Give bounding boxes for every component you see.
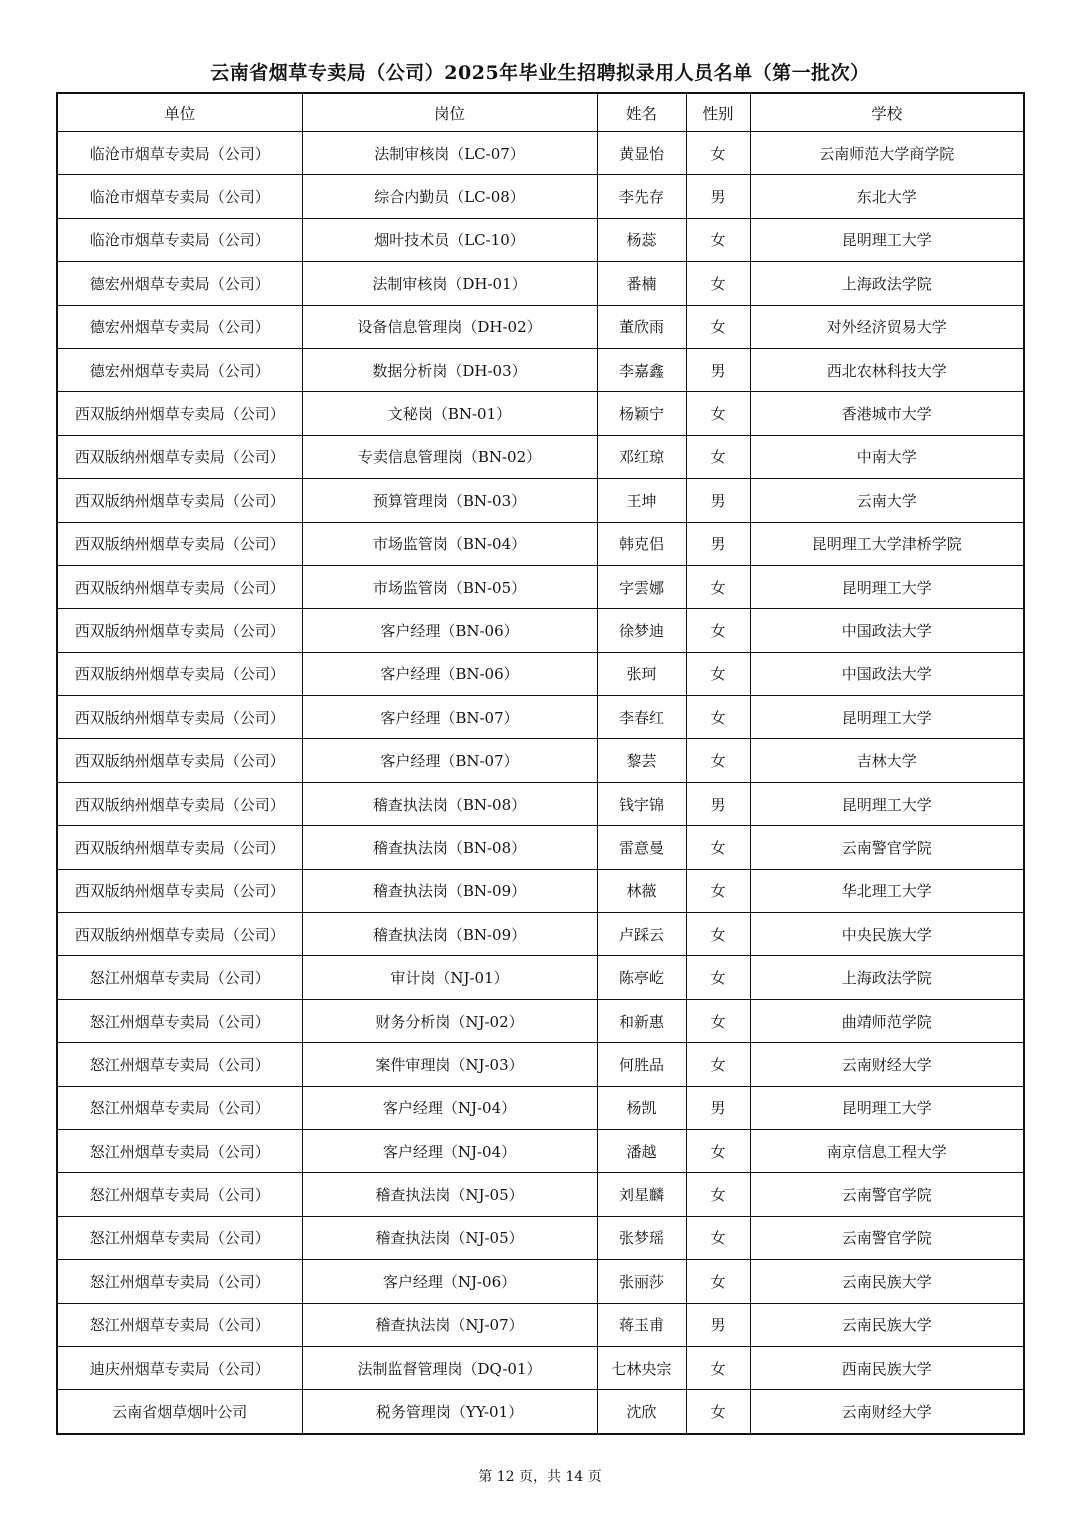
table-row [57,1260,1024,1303]
cell-name: 董欣雨 [597,305,686,348]
cell-position: 专卖信息管理岗（BN-02） [302,435,597,478]
table-row [57,479,1024,522]
cell-position: 客户经理（BN-06） [302,652,597,695]
cell-unit: 怒江州烟草专卖局（公司） [57,1260,302,1303]
table-row [57,609,1024,652]
cell-school: 云南大学 [750,479,1024,522]
cell-name: 张梦瑶 [597,1216,686,1259]
cell-name: 七林央宗 [597,1346,686,1389]
cell-school: 昆明理工大学 [750,782,1024,825]
cell-gender: 男 [686,175,750,218]
header-name: 姓名 [597,93,686,132]
header-unit: 单位 [57,93,302,132]
table-row [57,956,1024,999]
cell-unit: 怒江州烟草专卖局（公司） [57,1043,302,1086]
cell-name: 李先存 [597,175,686,218]
cell-school: 吉林大学 [750,739,1024,782]
cell-gender: 女 [686,1129,750,1172]
cell-gender: 男 [686,1303,750,1346]
cell-school: 西南民族大学 [750,1346,1024,1389]
cell-unit: 西双版纳州烟草专卖局（公司） [57,826,302,869]
cell-school: 昆明理工大学 [750,218,1024,261]
table-row [57,435,1024,478]
cell-position: 稽查执法岗（BN-09） [302,869,597,912]
table-row [57,1346,1024,1389]
cell-school: 云南警官学院 [750,826,1024,869]
cell-name: 字雲娜 [597,565,686,608]
cell-position: 预算管理岗（BN-03） [302,479,597,522]
cell-name: 李嘉鑫 [597,348,686,391]
table-row [57,869,1024,912]
cell-school: 昆明理工大学 [750,1086,1024,1129]
table-row [57,696,1024,739]
table-row [57,305,1024,348]
cell-gender: 男 [686,522,750,565]
cell-position: 设备信息管理岗（DH-02） [302,305,597,348]
cell-name: 蒋玉甫 [597,1303,686,1346]
cell-position: 稽查执法岗（NJ-05） [302,1216,597,1259]
cell-school: 曲靖师范学院 [750,999,1024,1042]
cell-unit: 怒江州烟草专卖局（公司） [57,1086,302,1129]
cell-position: 客户经理（BN-07） [302,696,597,739]
table-row [57,1129,1024,1172]
cell-school: 云南警官学院 [750,1173,1024,1216]
table-row [57,999,1024,1042]
header-gender: 性别 [686,93,750,132]
table-row [57,132,1024,175]
cell-gender: 女 [686,869,750,912]
header-position: 岗位 [302,93,597,132]
cell-gender: 女 [686,1390,750,1434]
table-row [57,782,1024,825]
cell-gender: 女 [686,999,750,1042]
cell-name: 徐梦迪 [597,609,686,652]
cell-school: 云南财经大学 [750,1043,1024,1086]
cell-position: 稽查执法岗（BN-08） [302,782,597,825]
cell-unit: 西双版纳州烟草专卖局（公司） [57,652,302,695]
cell-gender: 女 [686,435,750,478]
cell-school: 云南财经大学 [750,1390,1024,1434]
cell-unit: 德宏州烟草专卖局（公司） [57,348,302,391]
table-row [57,218,1024,261]
cell-name: 和新惠 [597,999,686,1042]
cell-gender: 女 [686,826,750,869]
cell-gender: 女 [686,609,750,652]
cell-position: 客户经理（BN-06） [302,609,597,652]
cell-unit: 西双版纳州烟草专卖局（公司） [57,435,302,478]
cell-school: 云南师范大学商学院 [750,132,1024,175]
cell-position: 客户经理（BN-07） [302,739,597,782]
cell-name: 陈亭屹 [597,956,686,999]
cell-name: 黎芸 [597,739,686,782]
cell-unit: 德宏州烟草专卖局（公司） [57,262,302,305]
cell-unit: 西双版纳州烟草专卖局（公司） [57,522,302,565]
cell-position: 稽查执法岗（NJ-05） [302,1173,597,1216]
cell-position: 法制审核岗（DH-01） [302,262,597,305]
cell-gender: 女 [686,305,750,348]
table-row [57,1390,1024,1434]
cell-unit: 云南省烟草烟叶公司 [57,1390,302,1434]
cell-name: 杨蕊 [597,218,686,261]
cell-name: 杨颖宁 [597,392,686,435]
cell-school: 上海政法学院 [750,262,1024,305]
table-row [57,913,1024,956]
cell-position: 综合内勤员（LC-08） [302,175,597,218]
cell-school: 对外经济贸易大学 [750,305,1024,348]
cell-name: 钱宇锦 [597,782,686,825]
cell-position: 税务管理岗（YY-01） [302,1390,597,1434]
cell-name: 韩克侣 [597,522,686,565]
cell-unit: 西双版纳州烟草专卖局（公司） [57,739,302,782]
cell-gender: 女 [686,652,750,695]
table-row [57,1303,1024,1346]
cell-gender: 女 [686,218,750,261]
cell-gender: 女 [686,1173,750,1216]
table-row [57,262,1024,305]
cell-unit: 怒江州烟草专卖局（公司） [57,1303,302,1346]
cell-position: 客户经理（NJ-06） [302,1260,597,1303]
cell-gender: 女 [686,739,750,782]
cell-school: 昆明理工大学 [750,696,1024,739]
cell-position: 稽查执法岗（NJ-07） [302,1303,597,1346]
cell-gender: 男 [686,1086,750,1129]
table-row [57,175,1024,218]
cell-name: 杨凯 [597,1086,686,1129]
cell-position: 文秘岗（BN-01） [302,392,597,435]
cell-school: 东北大学 [750,175,1024,218]
cell-school: 云南民族大学 [750,1303,1024,1346]
cell-unit: 德宏州烟草专卖局（公司） [57,305,302,348]
cell-school: 昆明理工大学 [750,565,1024,608]
cell-position: 财务分析岗（NJ-02） [302,999,597,1042]
cell-unit: 西双版纳州烟草专卖局（公司） [57,913,302,956]
cell-position: 审计岗（NJ-01） [302,956,597,999]
cell-unit: 西双版纳州烟草专卖局（公司） [57,392,302,435]
cell-name: 何胜品 [597,1043,686,1086]
cell-school: 华北理工大学 [750,869,1024,912]
cell-unit: 西双版纳州烟草专卖局（公司） [57,565,302,608]
cell-position: 烟叶技术员（LC-10） [302,218,597,261]
table-row [57,826,1024,869]
cell-gender: 男 [686,348,750,391]
cell-gender: 男 [686,782,750,825]
table-row [57,348,1024,391]
header-school: 学校 [750,93,1024,132]
cell-school: 西北农林科技大学 [750,348,1024,391]
cell-position: 法制审核岗（LC-07） [302,132,597,175]
cell-school: 昆明理工大学津桥学院 [750,522,1024,565]
cell-name: 黄显怡 [597,132,686,175]
page-footer: 第 12 页，共 14 页 [478,1469,602,1485]
table-row [57,1216,1024,1259]
cell-name: 张丽莎 [597,1260,686,1303]
cell-gender: 女 [686,262,750,305]
cell-name: 李春红 [597,696,686,739]
cell-gender: 女 [686,392,750,435]
cell-position: 客户经理（NJ-04） [302,1129,597,1172]
cell-name: 张珂 [597,652,686,695]
cell-name: 沈欣 [597,1390,686,1434]
cell-gender: 女 [686,1346,750,1389]
cell-gender: 女 [686,1260,750,1303]
cell-gender: 女 [686,913,750,956]
cell-gender: 女 [686,956,750,999]
cell-unit: 西双版纳州烟草专卖局（公司） [57,609,302,652]
cell-position: 稽查执法岗（BN-08） [302,826,597,869]
cell-position: 市场监管岗（BN-05） [302,565,597,608]
cell-position: 市场监管岗（BN-04） [302,522,597,565]
table-row [57,392,1024,435]
cell-school: 中南大学 [750,435,1024,478]
cell-name: 雷意曼 [597,826,686,869]
cell-unit: 怒江州烟草专卖局（公司） [57,1173,302,1216]
cell-name: 潘越 [597,1129,686,1172]
cell-gender: 女 [686,132,750,175]
cell-unit: 临沧市烟草专卖局（公司） [57,175,302,218]
cell-school: 中央民族大学 [750,913,1024,956]
cell-name: 邓红琼 [597,435,686,478]
cell-position: 数据分析岗（DH-03） [302,348,597,391]
cell-gender: 女 [686,565,750,608]
table-row [57,739,1024,782]
cell-position: 案件审理岗（NJ-03） [302,1043,597,1086]
cell-school: 云南警官学院 [750,1216,1024,1259]
cell-unit: 临沧市烟草专卖局（公司） [57,132,302,175]
cell-name: 王坤 [597,479,686,522]
cell-school: 中国政法大学 [750,609,1024,652]
cell-gender: 女 [686,696,750,739]
header-row [57,93,1024,132]
cell-position: 客户经理（NJ-04） [302,1086,597,1129]
cell-unit: 西双版纳州烟草专卖局（公司） [57,479,302,522]
cell-gender: 女 [686,1043,750,1086]
cell-school: 南京信息工程大学 [750,1129,1024,1172]
cell-unit: 临沧市烟草专卖局（公司） [57,218,302,261]
table-row [57,652,1024,695]
cell-position: 法制监督管理岗（DQ-01） [302,1346,597,1389]
table-row [57,1086,1024,1129]
cell-school: 香港城市大学 [750,392,1024,435]
table-row [57,522,1024,565]
table-row [57,1043,1024,1086]
cell-name: 卢踩云 [597,913,686,956]
cell-school: 中国政法大学 [750,652,1024,695]
cell-unit: 西双版纳州烟草专卖局（公司） [57,696,302,739]
cell-unit: 西双版纳州烟草专卖局（公司） [57,782,302,825]
cell-name: 刘星麟 [597,1173,686,1216]
table-header [57,93,1024,132]
cell-gender: 女 [686,1216,750,1259]
cell-unit: 怒江州烟草专卖局（公司） [57,956,302,999]
roster-table [56,92,1025,1435]
table-row [57,1173,1024,1216]
cell-name: 番楠 [597,262,686,305]
cell-gender: 男 [686,479,750,522]
cell-school: 上海政法学院 [750,956,1024,999]
cell-unit: 迪庆州烟草专卖局（公司） [57,1346,302,1389]
cell-unit: 西双版纳州烟草专卖局（公司） [57,869,302,912]
cell-position: 稽查执法岗（BN-09） [302,913,597,956]
cell-name: 林薇 [597,869,686,912]
cell-unit: 怒江州烟草专卖局（公司） [57,999,302,1042]
cell-unit: 怒江州烟草专卖局（公司） [57,1129,302,1172]
table-row [57,565,1024,608]
table-body [57,132,1024,1434]
cell-unit: 怒江州烟草专卖局（公司） [57,1216,302,1259]
cell-school: 云南民族大学 [750,1260,1024,1303]
document-title: 云南省烟草专卖局（公司）2025年毕业生招聘拟录用人员名单（第一批次） [210,62,870,84]
